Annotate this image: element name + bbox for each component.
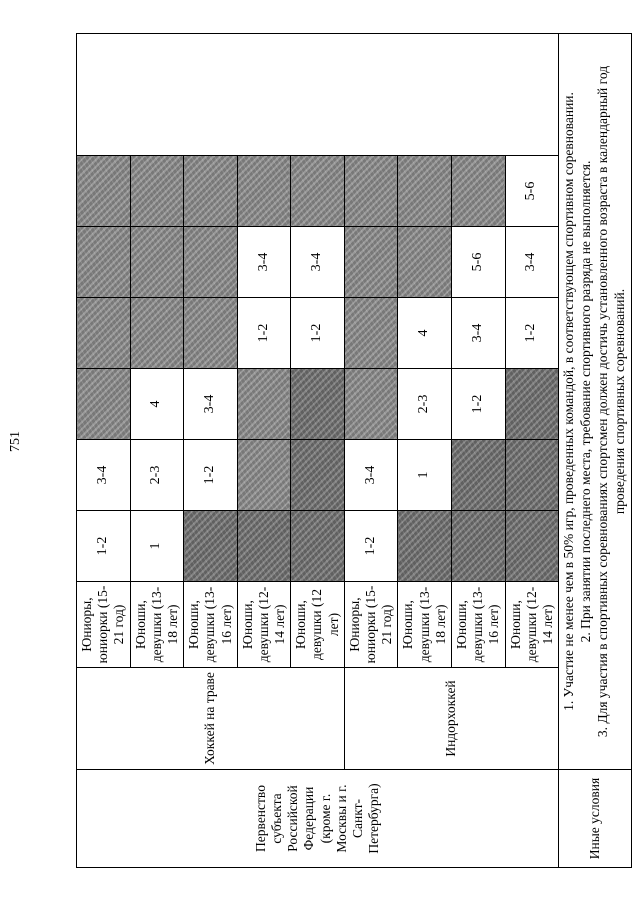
place-cell: 3-4: [505, 227, 559, 298]
shaded-cell: [344, 227, 398, 298]
qualification-table: [76, 33, 632, 868]
notes-label-cell: Иные условия: [559, 770, 632, 868]
note-2: 2. При занятии последнего места, требование спортивного разряда не выполняется.: [578, 160, 594, 643]
shaded-cell: [505, 440, 559, 511]
place-cell: 4: [130, 369, 184, 440]
shaded-cell: [291, 511, 345, 582]
note-3: 3. Для участия в спортивных соревнованиях спортсмен должен достичь установленного возраста в календарный год проведения спортивных соревнований.: [595, 65, 627, 738]
shaded-cell: [237, 369, 291, 440]
shaded-cell: [77, 227, 131, 298]
place-cell: 1-2: [291, 298, 345, 369]
shaded-cell: [398, 511, 452, 582]
event-cell: Первенство субъекта Российской Федерации (кроме г. Москвы и г. Санкт-Петербурга): [77, 770, 559, 868]
shaded-cell: [77, 369, 131, 440]
notes-cell: [559, 34, 632, 770]
shaded-cell: [451, 156, 505, 227]
place-cell: 1-2: [505, 298, 559, 369]
shaded-cell: [291, 156, 345, 227]
shaded-cell: [77, 156, 131, 227]
place-cell: 1: [130, 511, 184, 582]
age-group-cell: Юноши, девушки (12 лет): [291, 582, 345, 668]
empty-cell: [77, 34, 559, 156]
place-cell: 4: [398, 298, 452, 369]
age-group-cell: Юноши, девушки (12-14 лет): [237, 582, 291, 668]
shaded-cell: [237, 156, 291, 227]
discipline-cell: Индорхоккей: [344, 668, 558, 770]
shaded-cell: [398, 156, 452, 227]
age-group-cell: Юниоры, юниорки (15-21 год): [77, 582, 131, 668]
age-group-cell: Юноши, девушки (12-14 лет): [505, 582, 559, 668]
place-cell: 3-4: [344, 440, 398, 511]
age-group-cell: Юноши, девушки (13-18 лет): [398, 582, 452, 668]
place-cell: 3-4: [77, 440, 131, 511]
shaded-cell: [451, 440, 505, 511]
place-cell: 3-4: [237, 227, 291, 298]
shaded-cell: [130, 298, 184, 369]
age-group-cell: Юниоры, юниорки (15-21 год): [344, 582, 398, 668]
place-cell: 5-6: [451, 227, 505, 298]
rotated-page: [76, 34, 627, 868]
table-row: [559, 34, 632, 868]
note-1: 1. Участие не менее чем в 50% игр, проведенных командой, в соответствующем спортивном соревновании.: [561, 92, 577, 711]
shaded-cell: [237, 511, 291, 582]
shaded-cell: [184, 156, 238, 227]
shaded-cell: [130, 227, 184, 298]
shaded-cell: [451, 511, 505, 582]
shaded-cell: [184, 298, 238, 369]
place-cell: 1-2: [184, 440, 238, 511]
page-number: 751: [8, 431, 23, 452]
age-group-cell: Юноши, девушки (13-18 лет): [130, 582, 184, 668]
age-group-cell: Юноши, девушки (13-16 лет): [451, 582, 505, 668]
shaded-cell: [291, 369, 345, 440]
place-cell: 3-4: [451, 298, 505, 369]
shaded-cell: [184, 227, 238, 298]
shaded-cell: [344, 156, 398, 227]
shaded-cell: [398, 227, 452, 298]
shaded-cell: [505, 369, 559, 440]
place-cell: 1-2: [451, 369, 505, 440]
shaded-cell: [344, 298, 398, 369]
table-row: [77, 34, 131, 868]
place-cell: 1-2: [344, 511, 398, 582]
place-cell: 1-2: [237, 298, 291, 369]
place-cell: 5-6: [505, 156, 559, 227]
shaded-cell: [237, 440, 291, 511]
shaded-cell: [77, 298, 131, 369]
shaded-cell: [291, 440, 345, 511]
place-cell: 3-4: [184, 369, 238, 440]
age-group-cell: Юноши, девушки (13-16 лет): [184, 582, 238, 668]
shaded-cell: [184, 511, 238, 582]
table-row: [344, 34, 398, 868]
shaded-cell: [130, 156, 184, 227]
place-cell: 1: [398, 440, 452, 511]
place-cell: 1-2: [77, 511, 131, 582]
place-cell: 2-3: [130, 440, 184, 511]
discipline-cell: Хоккей на траве: [77, 668, 345, 770]
place-cell: 3-4: [291, 227, 345, 298]
shaded-cell: [505, 511, 559, 582]
place-cell: 2-3: [398, 369, 452, 440]
shaded-cell: [344, 369, 398, 440]
